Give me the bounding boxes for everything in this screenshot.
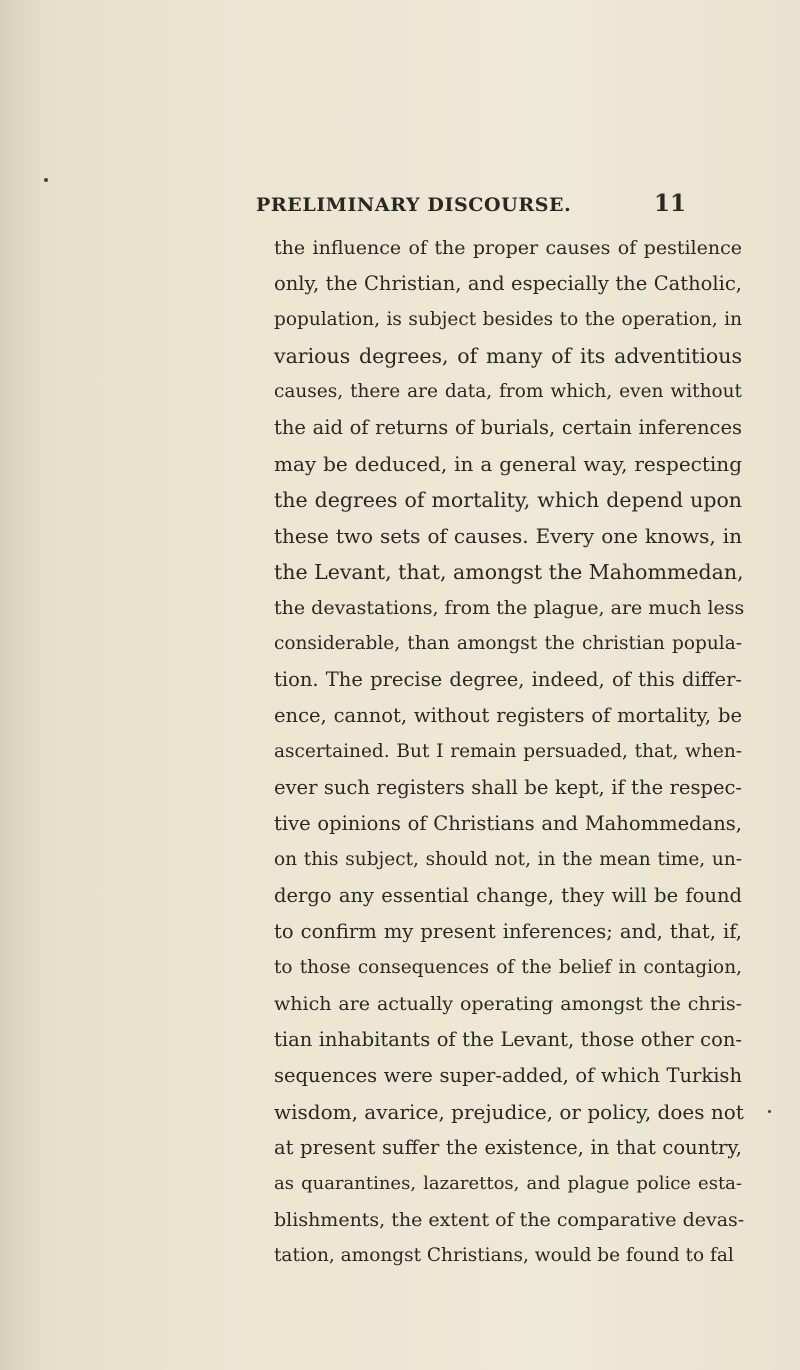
- text-line: tation, amongst Christians, would be found to fal: [274, 1245, 734, 1266]
- text-line: various degrees, of many of its adventitious: [274, 344, 742, 368]
- text-line: dergo any essential change, they will be found: [274, 884, 742, 907]
- text-line: sequences were super-added, of which Turkish: [274, 1064, 742, 1087]
- text-line: tion. The precise degree, indeed, of this differ-: [274, 668, 742, 691]
- text-line: the aid of returns of burials, certain inferences: [274, 416, 742, 439]
- running-head: [256, 190, 687, 224]
- text-line: to confirm my present inferences; and, that, if,: [274, 920, 742, 943]
- text-line: tian inhabitants of the Levant, those other con-: [274, 1028, 742, 1051]
- text-line: as quarantines, lazarettos, and plague police esta-: [274, 1173, 742, 1194]
- text-line: causes, there are data, from which, even without: [274, 381, 742, 402]
- text-line: population, is subject besides to the operation, in: [274, 309, 742, 330]
- text-line: the devastations, from the plague, are much less: [274, 597, 745, 619]
- text-line: these two sets of causes. Every one knows, in: [274, 524, 742, 548]
- body-text: [274, 230, 745, 1274]
- running-head-title: PRELIMINARY DISCOURSE.: [256, 194, 572, 216]
- text-line: only, the Christian, and especially the Catholic,: [274, 272, 742, 295]
- page-number: 11: [654, 190, 687, 217]
- text-line: on this subject, should not, in the mean time, un-: [274, 849, 742, 870]
- text-line: ever such registers shall be kept, if the respec-: [274, 776, 742, 799]
- text-line: may be deduced, in a general way, respecting: [274, 452, 742, 476]
- text-line: the influence of the proper causes of pestilence: [274, 237, 742, 259]
- text-line: blishments, the extent of the comparative devas-: [274, 1209, 745, 1231]
- text-line: the degrees of mortality, which depend upon: [274, 488, 742, 512]
- text-line: at present suffer the existence, in that country,: [274, 1136, 742, 1159]
- text-line: tive opinions of Christians and Mahommedans,: [274, 812, 742, 835]
- text-line: to those consequences of the belief in contagion,: [274, 957, 742, 978]
- text-line: considerable, than amongst the christian popula-: [274, 633, 742, 654]
- text-line: ascertained. But I remain persuaded, that, when-: [274, 741, 742, 762]
- text-line: which are actually operating amongst the chris-: [274, 993, 742, 1015]
- text-line: ence, cannot, without registers of mortality, be: [274, 704, 742, 727]
- text-line: the Levant, that, amongst the Mahommedan,: [274, 560, 744, 584]
- paper-speck: [44, 178, 48, 182]
- paper-speck: [768, 1110, 771, 1113]
- text-line: wisdom, avarice, prejudice, or policy, does not: [274, 1100, 744, 1124]
